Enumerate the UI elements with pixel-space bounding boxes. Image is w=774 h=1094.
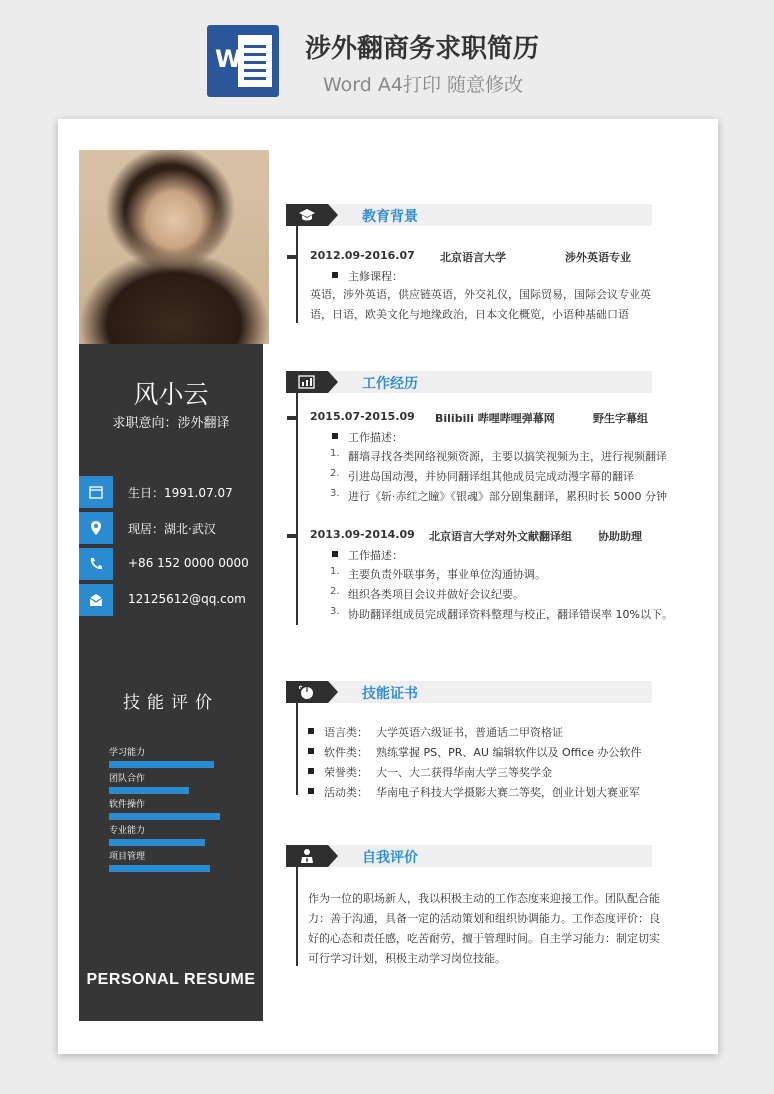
job-duty-item: 引进岛国动漫，并协同翻译组其他成员完成动漫字幕的翻译: [348, 470, 634, 483]
cert-label: 荣誉类：: [324, 766, 368, 779]
job-company: Bilibili 哔哩哔哩弹幕网: [435, 412, 555, 425]
contact-phone: +86 152 0000 0000: [79, 548, 263, 580]
job-date: 2013.09-2014.09: [310, 528, 415, 541]
cert-label: 活动类：: [324, 786, 368, 799]
cert-label: 软件类：: [324, 746, 368, 759]
person-icon: [298, 848, 316, 864]
job-role: 协助助理: [598, 530, 642, 543]
skill-label: 学习能力: [109, 748, 146, 758]
contact-birthday: 生日：1991.07.07: [79, 476, 263, 508]
job-date: 2015.07-2015.09: [310, 410, 415, 423]
list-number: 1.: [330, 448, 340, 459]
phone-icon: [88, 556, 104, 572]
job-duty-item: 协助翻译组成员完成翻译资料整理与校正，翻译错误率 10%以下。: [348, 608, 673, 621]
self-evaluation-text: 作为一位的职场新人，我以积极主动的工作态度来迎接工作。团队配合能力：善于沟通，具备一定的活动策划和组织协调能力。工作态度评价：良好的心态和责任感，吃苦耐劳，擅于管理时间。自主学习能力：制定切实可行学习计划，积极主动学习岗位技能。: [308, 892, 660, 965]
sidebar: [79, 150, 263, 1021]
cert-text: 熟练掌握 PS、PR、AU 编辑软件以及 Office 办公软件: [376, 746, 642, 759]
cert-text: 大学英语六级证书，普通话二甲资格证: [376, 726, 563, 739]
banner-subtitle: Word A4打印 随意修改: [323, 74, 524, 96]
edu-date: 2012.09-2016.07: [310, 249, 415, 262]
banner-title: 涉外翻商务求职简历: [305, 34, 540, 64]
skill-label: 软件操作: [109, 800, 146, 810]
job-desc-label: 工作描述：: [348, 549, 403, 562]
job-duty-item: 翻墙寻找各类网络视频资源，主要以搞笑视频为主，进行视频翻译: [348, 450, 667, 463]
cert-text: 大一、大二获得华南大学三等奖学金: [376, 766, 552, 779]
skill-level-bar: [109, 813, 220, 820]
location-icon: [88, 520, 104, 536]
resume-page: [58, 119, 718, 1054]
person-name: 风小云: [133, 380, 209, 409]
list-number: 1.: [330, 566, 340, 577]
contact-location: 现居：湖北·武汉: [79, 512, 263, 544]
calendar-icon: [88, 484, 104, 500]
section-certs: [286, 681, 652, 703]
skill-level-bar: [109, 839, 205, 846]
skill-level-bar: [109, 761, 214, 768]
section-work: [286, 371, 652, 393]
skill-label: 项目管理: [109, 852, 146, 862]
skill-level-bar: [109, 865, 210, 872]
skill-label: 专业能力: [109, 826, 146, 836]
mouse-icon: [298, 684, 316, 700]
banner: [0, 0, 774, 118]
job-intent: 求职意向：涉外翻译: [112, 416, 230, 431]
skill-label: 团队合作: [109, 774, 146, 784]
certs-title: 技能证书: [362, 686, 418, 702]
skill-item: [109, 745, 214, 768]
edu-courses-label: 主修课程：: [348, 270, 403, 283]
education-title: 教育背景: [362, 209, 418, 225]
self-title: 自我评价: [362, 850, 418, 866]
edu-school: 北京语言大学: [440, 251, 506, 264]
cert-label: 语言类：: [324, 726, 368, 739]
job-duty-item: 组织各类项目会议并做好会议纪要。: [348, 588, 524, 601]
section-self: [286, 845, 652, 867]
word-icon: W: [207, 25, 279, 97]
section-education: [286, 204, 652, 226]
cert-text: 华南电子科技大学摄影大赛二等奖，创业计划大赛亚军: [376, 786, 640, 799]
edu-major: 涉外英语专业: [565, 251, 631, 264]
skill-level-bar: [109, 787, 189, 794]
list-number: 3.: [330, 606, 340, 617]
job-duty-item: 主要负责外联事务，事业单位沟通协调。: [348, 568, 546, 581]
graduation-cap-icon: [298, 207, 316, 223]
job-duty-item: 进行《斩·赤红之瞳》《银魂》部分剧集翻译，累积时长 5000 分钟: [348, 490, 667, 503]
list-number: 2.: [330, 468, 340, 479]
edu-courses: 英语，涉外英语，供应链英语，外交礼仪，国际贸易，国际会议专业英语，日语，欧美文化与地缘政治，日本文化概览，小语种基础口语: [310, 288, 651, 321]
personal-resume-footer: PERSONAL RESUME: [86, 971, 256, 988]
mail-icon: [88, 592, 104, 608]
list-number: 3.: [330, 488, 340, 499]
job-company: 北京语言大学对外文献翻译组: [429, 530, 572, 543]
skill-item: [109, 771, 189, 794]
profile-photo: [79, 150, 269, 344]
bar-chart-icon: [298, 374, 316, 390]
skills-title: 技能评价: [123, 693, 219, 713]
list-number: 2.: [330, 586, 340, 597]
skill-item: [109, 849, 210, 872]
contact-email: 12125612@qq.com: [79, 584, 263, 616]
skill-item: [109, 823, 205, 846]
job-role: 野生字幕组: [593, 412, 648, 425]
skill-item: [109, 797, 220, 820]
job-desc-label: 工作描述：: [348, 431, 403, 444]
work-title: 工作经历: [362, 376, 418, 392]
